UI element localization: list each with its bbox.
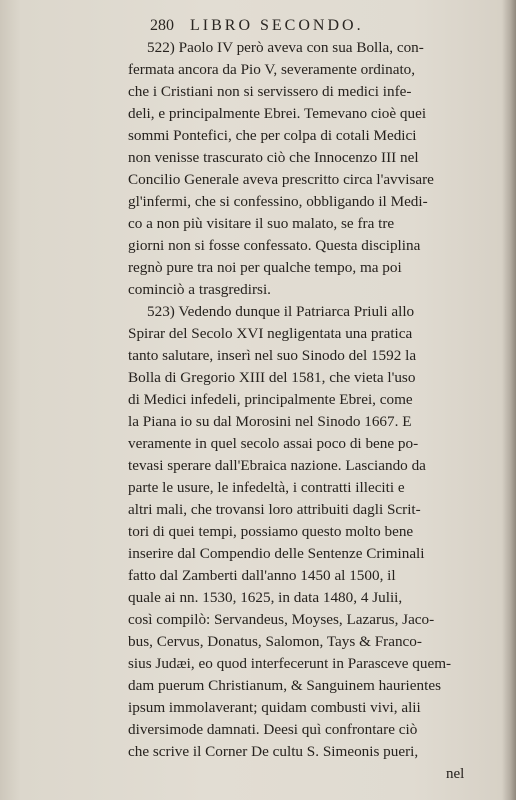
- text-line: deli, e principalmente Ebrei. Temevano cioè quei: [128, 105, 427, 122]
- text-line: Concilio Generale aveva prescritto circa l'avvisare: [128, 171, 434, 188]
- text-line: di Medici infedeli, principalmente Ebrei, come: [128, 391, 413, 408]
- page-header: [150, 17, 430, 39]
- text-line: cominciò a trasgredirsi.: [128, 281, 271, 298]
- text-line: fatto dal Zamberti dall'anno 1450 al 1500, il: [128, 567, 396, 584]
- text-line: dam puerum Christianum, & Sanguinem haurientes: [128, 677, 441, 694]
- text-line: tevasi sperare dall'Ebraica nazione. Lasciando da: [128, 457, 426, 474]
- text-line: sius Judæi, eo quod interfecerunt in Parasceve quem-: [128, 655, 452, 672]
- running-head: LIBRO SECONDO.: [190, 17, 364, 34]
- text-line: inserire dal Compendio delle Sentenze Criminali: [128, 545, 425, 562]
- catchword: nel: [446, 766, 465, 782]
- text-line: regnò pure tra noi per qualche tempo, ma poi: [128, 259, 402, 276]
- text-line: tori di quei tempi, possiamo questo molto bene: [128, 523, 414, 540]
- text-line: la Piana io su dal Morosini nel Sinodo 1667. E: [128, 413, 412, 430]
- text-line: diversimode damnati. Deesi quì confrontare ciò: [128, 721, 418, 738]
- text-line: bus, Cervus, Donatus, Salomon, Tays & Franco-: [128, 633, 422, 650]
- text-line: fermata ancora da Pio V, severamente ordinato,: [128, 61, 416, 78]
- text-line: Bolla di Gregorio XIII del 1581, che vieta l'uso: [128, 369, 416, 386]
- text-line: 523) Vedendo dunque il Patriarca Priuli allo: [147, 303, 415, 320]
- page-edge-shadow: [502, 0, 516, 800]
- text-line: altri mali, che trovansi loro attribuiti dagli Scrit-: [128, 501, 421, 518]
- text-line: che i Cristiani non si servissero di medici infe-: [128, 83, 412, 100]
- text-line: ipsum immolaverant; quidam combusti vivi, alii: [128, 699, 421, 716]
- text-line: parte le usure, le infedeltà, i contratti illeciti e: [128, 479, 405, 496]
- text-line: quale ai nn. 1530, 1625, in data 1480, 4 Julii,: [128, 589, 403, 606]
- text-line: giorni non si fosse confessato. Questa disciplina: [128, 237, 421, 254]
- page-number: 280: [150, 17, 174, 34]
- text-line: tanto salutare, inserì nel suo Sinodo del 1592 la: [128, 347, 417, 364]
- text-line: veramente in quel secolo assai poco di bene po-: [128, 435, 419, 452]
- text-line: Spirar del Secolo XVI negligentata una pratica: [128, 325, 413, 342]
- text-line: sommi Pontefici, che per colpa di cotali Medici: [128, 127, 417, 144]
- text-line: co a non più visitare il suo malato, se fra tre: [128, 215, 395, 232]
- text-line: gl'infermi, che si confessino, obbligando il Medi-: [128, 193, 428, 210]
- text-line: non venisse trascurato ciò che Innocenzo III nel: [128, 149, 419, 166]
- text-line: 522) Paolo IV però aveva con sua Bolla, con-: [147, 39, 424, 56]
- text-line: che scrive il Corner De cultu S. Simeonis pueri,: [128, 743, 419, 760]
- text-line: così compilò: Servandeus, Moyses, Lazarus, Jaco-: [128, 611, 435, 628]
